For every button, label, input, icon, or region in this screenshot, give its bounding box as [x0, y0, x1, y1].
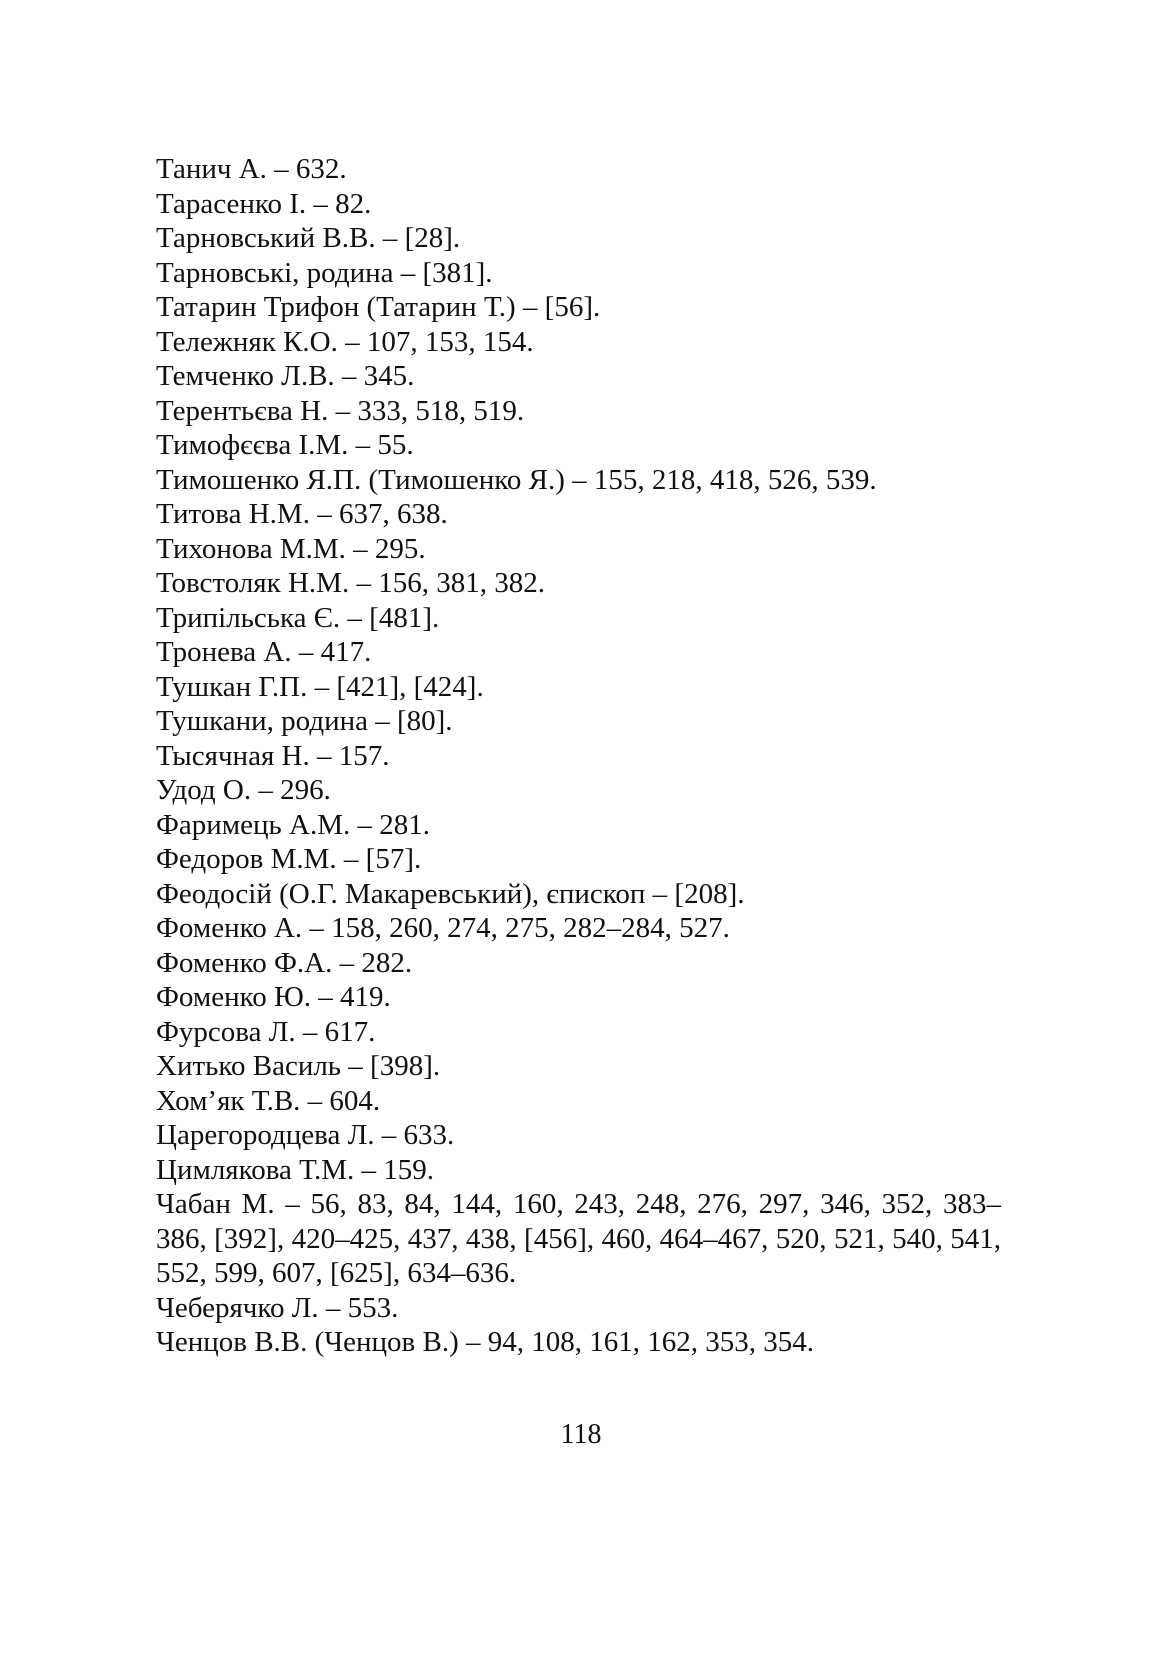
index-entry: Титова Н.М. – 637, 638. — [156, 498, 448, 530]
name-index-list — [156, 152, 1016, 1360]
page-number: 118 — [560, 1419, 602, 1450]
index-entry: Удод О. – 296. — [156, 774, 331, 806]
index-entry: Фоменко Ю. – 419. — [156, 981, 391, 1013]
index-entry: Тушкан Г.П. – [421], [424]. — [156, 670, 484, 703]
index-entry: Федоров М.М. – [57]. — [156, 843, 422, 875]
index-entry: Тележняк К.О. – 107, 153, 154. — [156, 325, 534, 358]
index-entry: Темченко Л.В. – 345. — [156, 360, 415, 392]
index-entry: Хитько Василь – [398]. — [156, 1050, 441, 1082]
index-entry: Фоменко Ф.А. – 282. — [156, 946, 413, 979]
index-entry: Фаримець А.М. – 281. — [156, 808, 430, 841]
index-entry: Тарновські, родина – [381]. — [156, 256, 493, 289]
index-entry: Чабан М. – 56, 83, 84, 144, 160, 243, 248, 276, 297, 346, 352, 383–386, [392], 420–425, 437, 438, [456], 460, 464–467, 520, 521, 540, 541, 552, 599, 607, [625], 634–636. — [156, 1188, 1001, 1289]
index-entry: Тарновський В.В. – [28]. — [156, 222, 461, 254]
index-entry: Тронева А. – 417. — [156, 636, 372, 668]
index-entry: Феодосій (О.Г. Макаревський), єпископ – [208]. — [156, 877, 745, 910]
index-entry: Тарасенко І. – 82. — [156, 187, 372, 220]
index-entry: Тысячная Н. – 157. — [156, 739, 390, 772]
index-entry: Чеберячко Л. – 553. — [156, 1291, 399, 1324]
index-entry: Татарин Трифон (Татарин Т.) – [56]. — [156, 291, 601, 323]
index-entry: Танич А. – 632. — [156, 153, 347, 185]
index-entry: Фурсова Л. – 617. — [156, 1015, 376, 1048]
index-entry: Трипільська Є. – [481]. — [156, 601, 440, 634]
index-entry: Тимофєєва І.М. – 55. — [156, 429, 414, 461]
index-entry: Царегородцева Л. – 633. — [156, 1119, 455, 1151]
index-entry: Тимошенко Я.П. (Тимошенко Я.) – 155, 218, 418, 526, 539. — [156, 463, 877, 496]
index-entry: Цимлякова Т.М. – 159. — [156, 1153, 435, 1186]
index-entry: Ченцов В.В. (Ченцов В.) – 94, 108, 161, 162, 353, 354. — [156, 1326, 814, 1358]
index-entry: Тихонова М.М. – 295. — [156, 532, 426, 565]
index-entry: Товстоляк Н.М. – 156, 381, 382. — [156, 567, 545, 599]
index-entry: Фоменко А. – 158, 260, 274, 275, 282–284, 527. — [156, 912, 730, 944]
index-entry: Тушкани, родина – [80]. — [156, 705, 453, 737]
index-entry: Хом’як Т.В. – 604. — [156, 1084, 381, 1117]
index-entry: Терентьєва Н. – 333, 518, 519. — [156, 394, 525, 427]
